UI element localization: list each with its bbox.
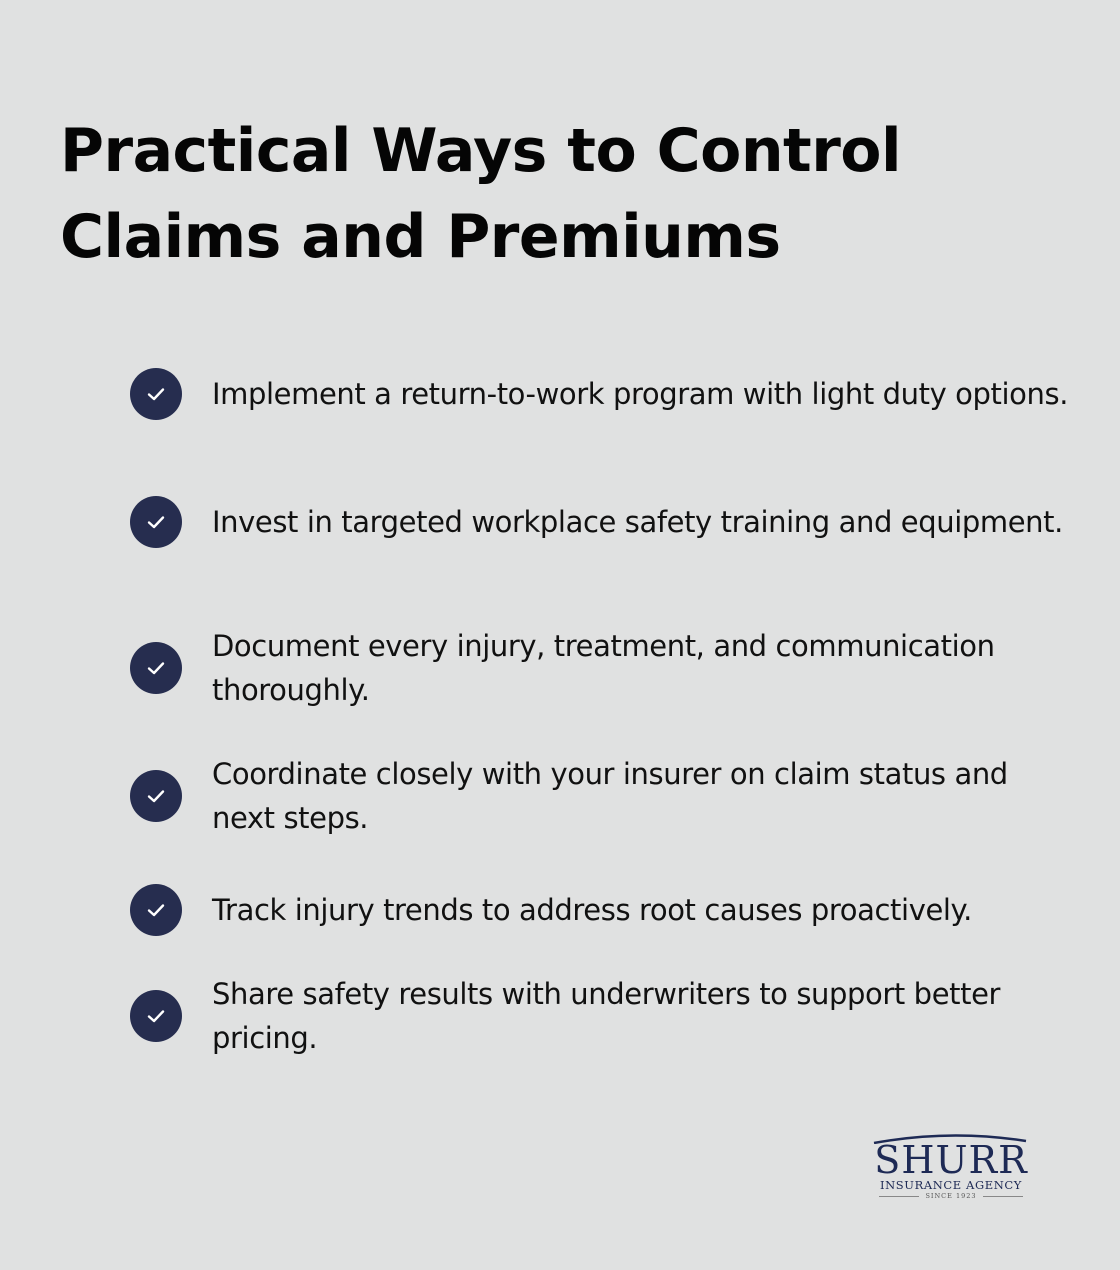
list-item-text: Invest in targeted workplace safety training and equipment.: [212, 505, 1063, 539]
list-item: [130, 368, 1070, 420]
list-item-text: Coordinate closely with your insurer on claim status and next steps.: [212, 757, 1008, 835]
check-icon: [130, 990, 182, 1042]
shurr-logo: [866, 1132, 1036, 1204]
list-item: [130, 884, 1070, 936]
title-line-1: Practical Ways to Control: [60, 116, 902, 186]
list-item: [130, 624, 1070, 712]
logo-since: SINCE 1923: [866, 1192, 1036, 1200]
list-item-text: Document every injury, treatment, and communication thoroughly.: [212, 629, 995, 707]
logo-subtitle: INSURANCE AGENCY: [880, 1178, 1022, 1192]
list-item: [130, 972, 1070, 1060]
check-icon: [130, 642, 182, 694]
list-item: [130, 496, 1070, 548]
title-line-2: Claims and Premiums: [60, 202, 781, 272]
list-item-text: Share safety results with underwriters to support better pricing.: [212, 977, 1001, 1055]
logo-name: SHURR: [874, 1138, 1028, 1182]
list-item-text: Track injury trends to address root causes proactively.: [212, 893, 972, 927]
check-icon: [130, 368, 182, 420]
page-title: [60, 108, 1060, 280]
check-icon: [130, 770, 182, 822]
list-item: [130, 752, 1070, 840]
list-item-text: Implement a return-to-work program with light duty options.: [212, 377, 1069, 411]
check-icon: [130, 884, 182, 936]
check-icon: [130, 496, 182, 548]
